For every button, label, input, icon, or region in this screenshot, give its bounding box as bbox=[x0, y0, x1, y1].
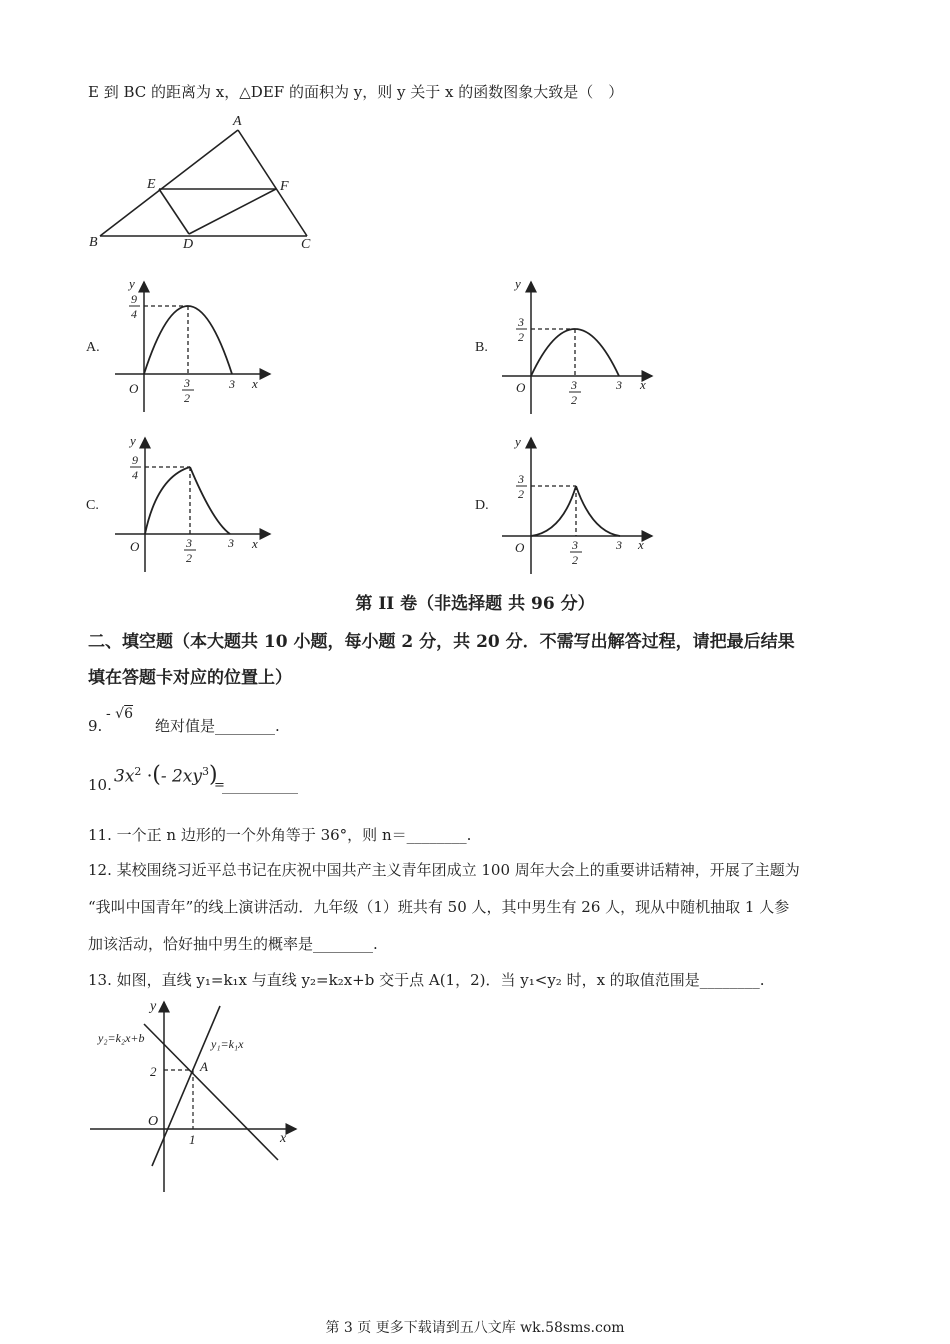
label-E: E bbox=[147, 177, 156, 192]
svg-text:3: 3 bbox=[184, 376, 190, 390]
svg-text:2: 2 bbox=[571, 393, 577, 407]
q8-text: E 到 BC 的距离为 x，△DEF 的面积为 y，则 y 关于 x 的函数图象大致是（ ） bbox=[88, 83, 624, 101]
svg-text:3: 3 bbox=[616, 538, 622, 552]
label-A: A bbox=[233, 114, 242, 129]
q10-expression: $3x^2$ ·(- $2xy^3$) bbox=[114, 762, 218, 788]
svg-text:y: y bbox=[129, 276, 135, 291]
q12-line2: “我叫中国青年”的线上演讲活动．九年级（1）班共有 50 人，其中男生有 26 人，现从中随机抽取 1 人参 bbox=[88, 898, 790, 916]
svg-text:3: 3 bbox=[616, 378, 622, 392]
svg-text:2: 2 bbox=[150, 1064, 157, 1079]
svg-text:2: 2 bbox=[518, 330, 524, 344]
svg-text:3: 3 bbox=[228, 536, 234, 550]
svg-text:O: O bbox=[516, 380, 526, 395]
section-heading-line2: 填在答题卡对应的位置上） bbox=[88, 668, 292, 688]
label-B: B bbox=[89, 235, 98, 250]
q10-number: 10. bbox=[88, 776, 112, 794]
section-title: 第 II 卷（非选择题 共 96 分） bbox=[355, 594, 595, 614]
label-D: D bbox=[183, 237, 194, 252]
svg-text:3: 3 bbox=[229, 377, 235, 391]
svg-text:4: 4 bbox=[132, 468, 138, 482]
svg-text:3: 3 bbox=[518, 472, 524, 486]
svg-text:2: 2 bbox=[518, 487, 524, 501]
svg-text:x: x bbox=[252, 536, 258, 551]
graph-d bbox=[502, 432, 667, 577]
label-C: C bbox=[301, 237, 311, 252]
option-b-label: B. bbox=[475, 340, 488, 355]
svg-text:3: 3 bbox=[518, 315, 524, 329]
svg-text:y: y bbox=[515, 434, 521, 449]
svg-text:9: 9 bbox=[131, 292, 137, 306]
q12-line1: 12. 某校围绕习近平总书记在庆祝中国共产主义青年团成立 100 周年大会上的重要讲话精神，开展了主题为 bbox=[88, 861, 800, 879]
q9-number: 9. bbox=[88, 717, 103, 735]
svg-text:1: 1 bbox=[189, 1132, 196, 1147]
svg-text:y: y bbox=[515, 276, 521, 291]
section-heading-line1: 二、填空题（本大题共 10 小题，每小题 2 分，共 20 分．不需写出解答过程，请把最后结果 bbox=[88, 632, 795, 652]
page-footer: 第 3 页 更多下载请到五八文库 wk.58sms.com bbox=[325, 1320, 625, 1336]
svg-text:2: 2 bbox=[186, 551, 192, 565]
graph-c bbox=[115, 432, 280, 577]
svg-text:O: O bbox=[515, 540, 525, 555]
svg-text:4: 4 bbox=[131, 307, 137, 321]
graph-b bbox=[502, 272, 667, 417]
svg-text:x: x bbox=[640, 377, 646, 392]
svg-text:9: 9 bbox=[132, 453, 138, 467]
q10-equals: = bbox=[214, 778, 225, 793]
triangle-figure bbox=[85, 110, 325, 255]
q9-expression: - √6 bbox=[106, 706, 134, 722]
svg-text:2: 2 bbox=[572, 553, 578, 567]
svg-text:O: O bbox=[130, 539, 140, 554]
svg-text:3: 3 bbox=[572, 538, 578, 552]
svg-text:y₁=k₁x: y₁=k₁x bbox=[211, 1037, 244, 1051]
q10-answer-blank bbox=[222, 793, 298, 794]
graph-a bbox=[115, 272, 280, 417]
q13-figure bbox=[88, 996, 303, 1196]
svg-text:y₂=k₂x+b: y₂=k₂x+b bbox=[98, 1031, 145, 1045]
svg-text:x: x bbox=[638, 537, 644, 552]
q13-text: 13. 如图，直线 y₁=k₁x 与直线 y₂=k₂x+b 交于点 A(1，2)．当 y₁<y₂ 时，x 的取值范围是________. bbox=[88, 971, 765, 989]
svg-text:x: x bbox=[280, 1131, 287, 1146]
q12-line3: 加该活动，恰好抽中男生的概率是________. bbox=[88, 935, 378, 953]
label-F: F bbox=[280, 179, 289, 194]
svg-text:3: 3 bbox=[571, 378, 577, 392]
option-c-label: C. bbox=[86, 498, 99, 513]
svg-text:x: x bbox=[252, 376, 258, 391]
option-a-label: A. bbox=[86, 340, 100, 355]
q9-text: 绝对值是________. bbox=[155, 717, 280, 735]
svg-text:y: y bbox=[130, 433, 136, 448]
option-d-label: D. bbox=[475, 498, 489, 513]
svg-text:A: A bbox=[200, 1059, 208, 1074]
svg-text:y: y bbox=[150, 999, 157, 1014]
svg-text:O: O bbox=[129, 381, 139, 396]
svg-text:3: 3 bbox=[186, 536, 192, 550]
q11-text: 11. 一个正 n 边形的一个外角等于 36°，则 n＝________. bbox=[88, 826, 472, 844]
svg-text:O: O bbox=[148, 1114, 159, 1129]
svg-text:2: 2 bbox=[184, 391, 190, 405]
